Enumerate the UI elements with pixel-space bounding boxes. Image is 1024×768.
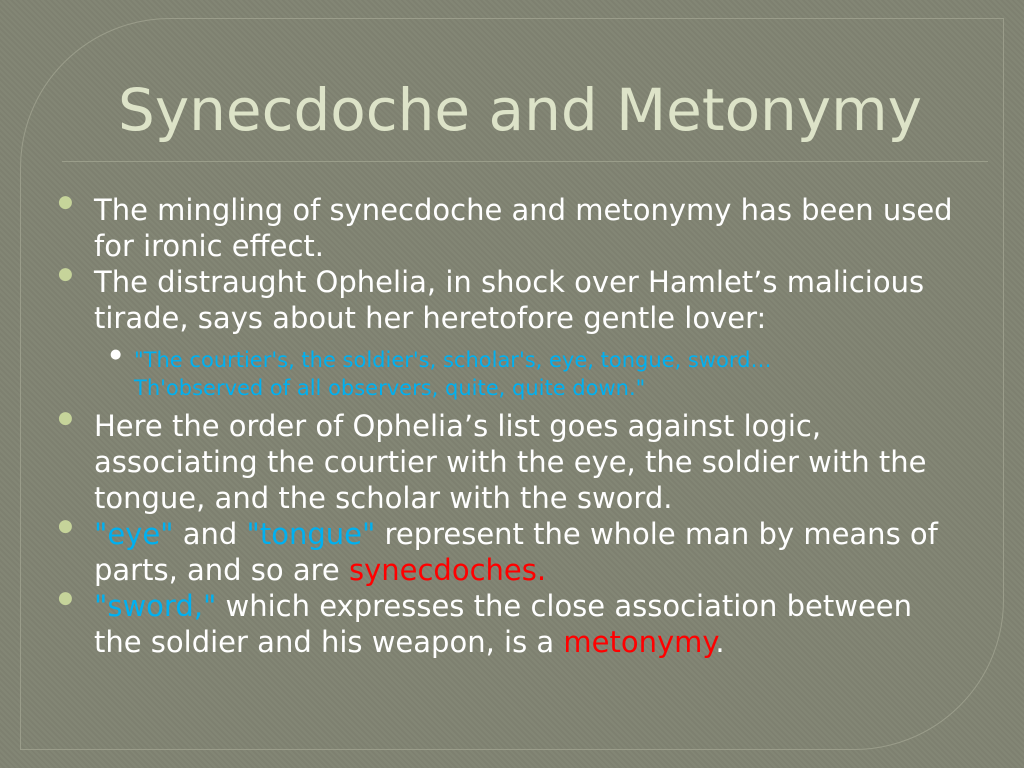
quote-line-2: Th'observed of all observers, quite, quite down.": [134, 376, 646, 400]
term-synecdoches: synecdoches.: [348, 553, 547, 587]
bullet-dot-icon: ●: [58, 408, 73, 428]
bullet-text: and: [173, 517, 247, 551]
quoted-word-eye: "eye": [94, 517, 174, 551]
term-metonymy: metonymy: [563, 625, 716, 659]
bullet-text: which expresses the close association between the soldier and his weapon, is a: [94, 589, 913, 659]
quote-line-1: "The courtier's, the soldier's, scholar's, eye, tongue, sword…: [134, 348, 772, 372]
title-divider: [62, 161, 988, 162]
bullet-item: [58, 192, 968, 264]
bullet-item: [58, 516, 968, 588]
bullet-text: The mingling of synecdoche and metonymy has been used for ironic effect.: [94, 193, 953, 263]
bullet-dot-icon: ●: [110, 347, 122, 362]
bullet-text: represent the whole man by means of parts, and so are: [94, 517, 938, 587]
bullet-item: [58, 588, 968, 660]
bullet-item: [58, 408, 968, 516]
bullet-text: .: [715, 625, 725, 659]
slide-body: [58, 192, 968, 660]
sub-bullet-quote: [58, 346, 968, 402]
bullet-text: Here the order of Ophelia’s list goes against logic, associating the courtier with the eye, the soldier with the tongue, and the scholar with the sword.: [94, 409, 927, 515]
bullet-text: The distraught Ophelia, in shock over Hamlet’s malicious tirade, says about her heretofore gentle lover:: [94, 265, 925, 335]
bullet-dot-icon: ●: [58, 264, 73, 284]
quoted-word-sword: "sword,": [94, 589, 217, 623]
bullet-item: [58, 264, 968, 336]
quoted-word-tongue: "tongue": [246, 517, 376, 551]
slide-title: Synecdoche and Metonymy: [118, 76, 922, 144]
bullet-dot-icon: ●: [58, 192, 73, 212]
bullet-dot-icon: ●: [58, 588, 73, 608]
bullet-dot-icon: ●: [58, 516, 73, 536]
